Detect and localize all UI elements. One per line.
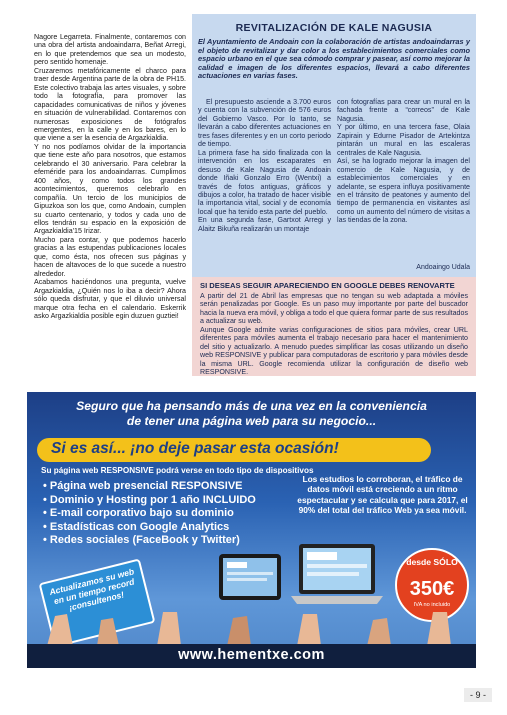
- google-notice-box: [192, 277, 476, 376]
- ad-headline-line-1: Seguro que ha pensando más de una vez en la conveniencia: [76, 399, 427, 413]
- google-notice-body: [200, 292, 468, 377]
- left-paragraph: Nagore Legarreta. Finalmente, contaremos con una obra del artista andoaindarra, Beñat Arregi, en lo que pretendemos que sea un modesto, pero sentido homenaje.: [34, 33, 186, 67]
- article-paragraph: La primera fase ha sido finalizada con la intervención en los escaparates en desuso de Kale Nagusia de Andoain donde Iñaki Gonzalo Erro (Wentxi) a través de fotos antiguas, gráficos y dibujos a color, ha tratado de hacer visible la importancia vital, social y de economía local que ha tenido esta parte del pueblo.: [198, 148, 331, 216]
- ad-feature-item: • E-mail corporativo bajo su dominio: [43, 507, 256, 521]
- left-paragraph: Y no nos podíamos olvidar de la importancia que tiene este año para nosotros, que estamos celebrando el 30 aniversario. Para celebrar la efeméride para los andoaindarras. Cumplimos 400 años, y como todos los grandes acontecimientos, queremos celebrarlo en compañía. Un tercio de los municipios de Gipuzkoa son los que, como Andoain, cumplen su cuarto centenario, y todos y cada uno de ellos tendrán su espacio en la exposición de Argazkialdia'15 Irizar.: [34, 142, 186, 236]
- raised-hands-illustration: [27, 606, 476, 646]
- article-paragraph: El presupuesto asciende a 3.700 euros y cuenta con la subvención de 576 euros del Gobierno Vasco. Por lo tanto, se llevarán a cabo diferentes actuaciones en tres fases diferentes y en un corto periodo de tiempo.: [198, 98, 331, 149]
- article-box: [192, 14, 476, 277]
- article-paragraph: Y por último, en una tercera fase, Olaia Zapirain y Edurne Pisador de Artekintza pintarán un mural en las escaleras centrales de Kale Nagusia.: [337, 123, 470, 157]
- laptop-illustration: [289, 542, 385, 606]
- ad-headline-line-2: de tener una página web para su negocio...: [126, 414, 377, 428]
- ad-banner: [37, 438, 431, 462]
- google-notice-title: SI DESEAS SEGUIR APARECIENDO EN GOOGLE DEBES RENOVARTE: [200, 281, 455, 290]
- left-paragraph: Acabamos haciéndonos una pregunta, vuelve Argazkialdia, ¿Quién nos lo iba a decir? Ahora sólo queda disfrutar, y que el diluvio universal marque otra fecha en el calendario. Eskerrik asko Argazkialdia posible egin duzuen guztiei!: [34, 278, 186, 320]
- price-note: IVA no incluido: [413, 602, 451, 608]
- article-column-1: [198, 98, 331, 233]
- ad-stats-text: Los estudios lo corroboran, el tráfico de datos móvil está creciendo a un ritmo espectacular y se calcula que para 2017, el 90% del total del tráfico Web ya sea móvil.: [297, 474, 468, 516]
- ad-feature-item: • Página web presencial RESPONSIVE: [43, 480, 256, 494]
- google-notice-paragraph: Aunque Google admite varias configuraciones de sitios para móviles, crear URL diferentes para móviles aumenta el trabajo necesario para hacer el mantenimiento del sitio y actualizarlo. A menudo puedes simplificar las cosas utilizando un diseño web RESPONSIVE y publicar para computadoras de escritorio y para móviles desde la misma URL. Google recomienda utilizar la configuración de diseño web RESPONSIVE.: [200, 325, 468, 377]
- google-notice-paragraph: A partir del 21 de Abril las empresas que no tengan su web adaptada a móviles serán penalizadas por Google. Es un paso muy importante por parte del buscador hacia la nueva era móvil, y obliga a todo el que quiera formar parte de sus resultados a actualizar su web.: [200, 292, 468, 326]
- ad-feature-item: • Estadísticas con Google Analytics: [43, 521, 256, 535]
- ad-headline: [27, 399, 476, 429]
- left-paragraph: Mucho para contar, y que podemos hacerlo gracias a las estupendas publicaciones locales que, como ésta, nos ofrecen sus páginas y hacen de altavoces de lo que sucede a nuestro alrededor.: [34, 235, 186, 278]
- left-paragraph: Cruzaremos metafóricamente el charco para traer desde Argentina parte de la obra de PH15. Este colectivo trabaja las artes visuales, y sobre todo la fotografía, para promover las capacidades comunicativas de niños y jóvenes en situación de vulnerabilidad. Contaremos con numerosas exposiciones de fotógrafos emergentes, en la calle y en los bares, en lo que viene a ser la esencia de Argazkialdia.: [34, 66, 186, 143]
- ad-feature-list: [43, 480, 256, 548]
- web-design-advertisement: [27, 392, 476, 668]
- ad-banner-text: Si es así... ¡no deje pasar esta ocasión!: [51, 440, 339, 457]
- ad-website-url: www.hementxe.com: [178, 647, 325, 663]
- tablet-illustration: [217, 552, 283, 604]
- article-paragraph: En una segunda fase, Gartxot Arregi y Alaitz Bikuña realizarán un montaje: [198, 216, 331, 233]
- ad-feature-item: • Redes sociales (FaceBook y Twitter): [43, 534, 256, 548]
- price-amount: 350€: [409, 578, 455, 600]
- article-paragraph: con fotografías para crear un mural en la fachada frente a “correos” de Kale Nagusia.: [337, 98, 470, 123]
- price-prefix: desde SÓLO: [406, 557, 458, 567]
- article-signature: Andoaingo Udala: [416, 264, 470, 271]
- article-paragraph: Así, se ha logrado mejorar la imagen del comercio de Kale Nagusia, y de establecimientos comerciales y en adelante, se espera influya positivamente en el tránsito de peatones y aumento del tiempo de permanencia en visitantes así como un aumento del número de visitas a las tiendas de la zona.: [337, 157, 470, 225]
- page-number: - 9 -: [464, 688, 492, 702]
- ad-badge-text: Actualizamos su web en un tiempo record ¡consultenos!: [48, 566, 136, 613]
- ad-feature-item: • Dominio y Hosting por 1 año INCLUIDO: [43, 494, 256, 508]
- ad-subtitle: Su página web RESPONSIVE podrá verse en todo tipo de dispositivos: [41, 466, 314, 475]
- article-lead: El Ayuntamiento de Andoain con la colaboración de artistas andoaindarras y el objeto de revitalizar y dar color a los establecimientos comerciales como espacio urbano en el que sea cómodo comprar y pasear, así como mejorar la calidad e imagen de los diferentes espacios, llevará a cabo diferentes actuaciones en varias fases.: [198, 37, 470, 81]
- article-headline: REVITALIZACIÓN DE KALE NAGUSIA: [235, 22, 433, 34]
- article-column-2: [337, 98, 470, 225]
- left-column: [34, 33, 186, 320]
- ad-url-bar: [27, 644, 476, 668]
